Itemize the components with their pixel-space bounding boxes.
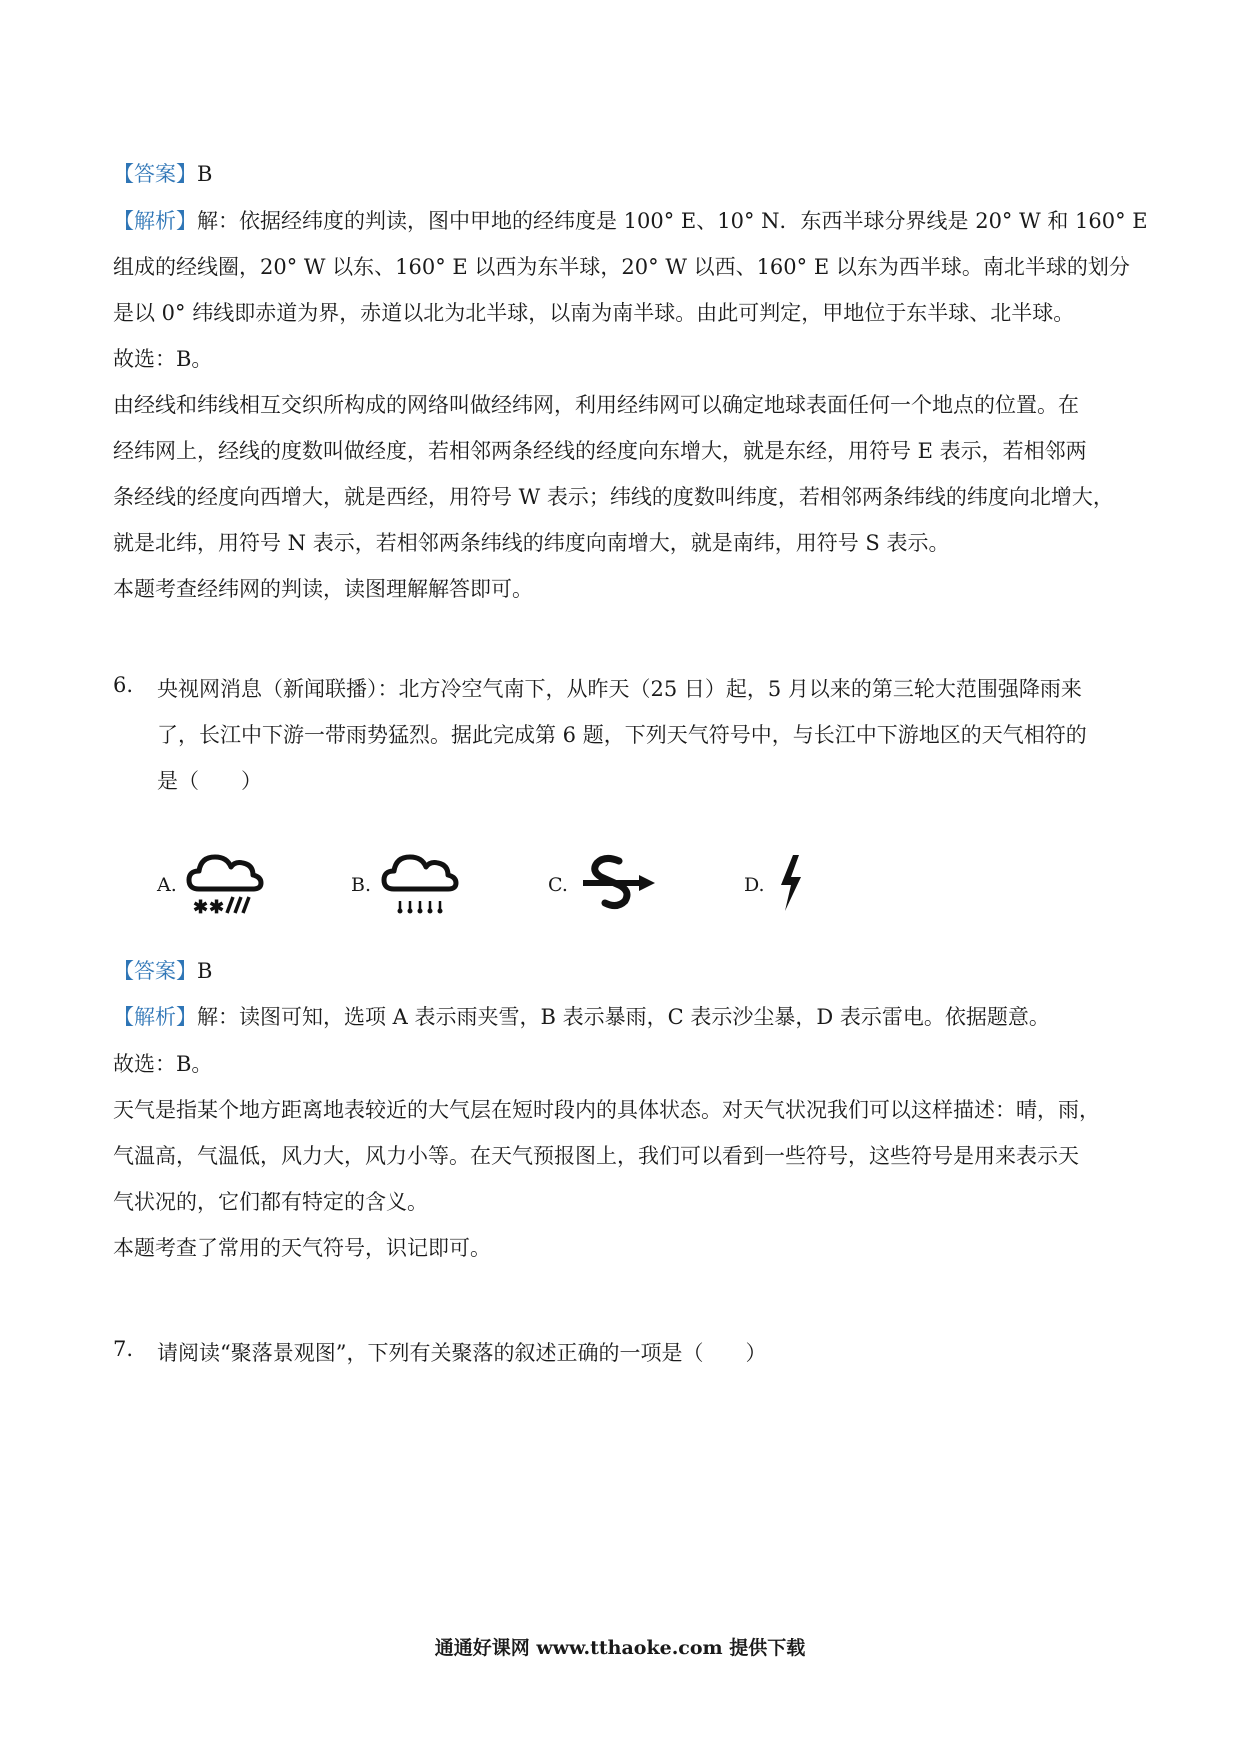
q6-analysis-line [113, 1001, 1050, 1031]
q5-note-1: 由经线和纬线相互交织所构成的网络叫做经纬网，利用经纬网可以确定地球表面任何一个地点的位置。在 [113, 393, 1079, 417]
analysis-text: 解：依据经纬度的判读，图中甲地的经纬度是 100° E、10° N．东西半球分界线是 20° W 和 160° E [197, 209, 1148, 233]
q6-option-a [157, 847, 267, 923]
page-footer: 通通好课网 www.tthaoke.com 提供下载 [434, 1637, 806, 1659]
analysis-tag: 【解析】 [113, 209, 197, 233]
q5-analysis-line-3: 是以 0° 纬线即赤道为界，赤道以北为北半球，以南为南半球。由此可判定，甲地位于东半球、北半球。 [113, 301, 1075, 325]
q6-question-line-2: 了，长江中下游一带雨势猛烈。据此完成第 6 题，下列天气符号中，与长江中下游地区的天气相符的 [157, 723, 1087, 747]
svg-text:✱: ✱ [193, 897, 209, 918]
option-label: B. [351, 874, 372, 896]
q5-note-3: 条经线的经度向西增大，就是西经，用符号 W 表示；纬线的度数叫纬度，若相邻两条纬线的纬度向北增大， [113, 485, 1114, 509]
sandstorm-icon [575, 847, 659, 923]
answer-tag: 【答案】 [113, 162, 197, 186]
q6-question-line-1: 央视网消息（新闻联播）：北方冷空气南下，从昨天（25 日）起，5 月以来的第三轮大范围强降雨来 [157, 677, 1082, 701]
answer-tag: 【答案】 [113, 959, 197, 983]
rainstorm-icon [378, 847, 462, 923]
answer-value: B [197, 162, 213, 186]
q6-note-1: 天气是指某个地方距离地表较近的大气层在短时段内的具体状态。对天气状况我们可以这样描述：晴，雨， [113, 1098, 1100, 1122]
q6-note-4: 本题考查了常用的天气符号，识记即可。 [113, 1236, 491, 1260]
q5-note-2: 经纬网上，经线的度数叫做经度，若相邻两条经线的经度向东增大，就是东经，用符号 E 表示，若相邻两 [113, 439, 1087, 463]
q6-option-c [548, 847, 659, 923]
option-label: A. [157, 874, 177, 896]
option-label: D. [744, 874, 765, 896]
q5-choose: 故选：B。 [113, 347, 213, 371]
q7-number: 7. [113, 1337, 134, 1361]
option-label: C. [548, 874, 568, 896]
thunder-lightning-icon [771, 847, 811, 923]
q6-number: 6. [113, 673, 134, 697]
q5-analysis-line-2: 组成的经线圈，20° W 以东、160° E 以西为东半球，20° W 以西、160° E 以东为西半球。南北半球的划分 [113, 255, 1130, 279]
q6-option-d [744, 847, 811, 923]
q7-question: 请阅读“聚落景观图”，下列有关聚落的叙述正确的一项是（ ） [157, 1341, 767, 1365]
q6-note-2: 气温高，气温低，风力大，风力小等。在天气预报图上，我们可以看到一些符号，这些符号是用来表示天 [113, 1144, 1079, 1168]
q6-option-b [351, 847, 462, 923]
answer-value: B [197, 959, 213, 983]
analysis-text: 解：读图可知，选项 A 表示雨夹雪，B 表示暴雨，C 表示沙尘暴，D 表示雷电。依据题意。 [197, 1005, 1050, 1029]
q5-note-5: 本题考查经纬网的判读，读图理解解答即可。 [113, 577, 533, 601]
q6-question-line-3: 是（ ） [157, 769, 262, 793]
svg-text:✱: ✱ [209, 897, 225, 918]
q6-note-3: 气状况的，它们都有特定的含义。 [113, 1190, 428, 1214]
q5-analysis-line-1 [113, 205, 1148, 235]
q6-choose: 故选：B。 [113, 1052, 213, 1076]
rain-snow-icon [183, 847, 267, 923]
q5-answer-line [113, 158, 212, 188]
q6-answer-line [113, 955, 212, 985]
q5-note-4: 就是北纬，用符号 N 表示，若相邻两条纬线的纬度向南增大，就是南纬，用符号 S 表示。 [113, 531, 950, 555]
analysis-tag: 【解析】 [113, 1005, 197, 1029]
